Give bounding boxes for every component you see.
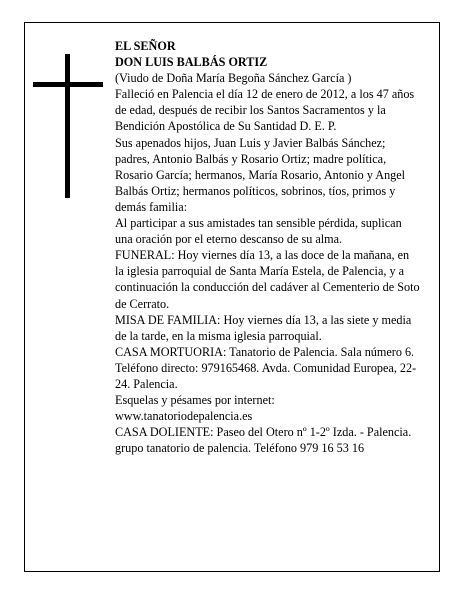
cross-icon-bar — [33, 82, 103, 87]
widow-note: (Viudo de Doña María Begoña Sánchez García ) — [115, 71, 352, 86]
funeral-info: FUNERAL: Hoy viernes día 13, a las doce de la mañana, en la iglesia parroquial de Santa María Estela, de Palencia, y a continuación la conducción del cadáver al Cementerio de Soto de Cerrato. — [115, 248, 420, 311]
header-title: EL SEÑOR — [115, 39, 176, 53]
deceased-name: DON LUIS BALBÁS ORTIZ — [115, 55, 268, 70]
website-link[interactable]: www.tanatoriodepalencia.es — [115, 409, 253, 424]
funeral-home-info: CASA MORTUORIA: Tanatorio de Palencia. Sala número 6. Teléfono directo: 979165468. Avda. Comunidad Europea, 22-24. Palencia. — [115, 344, 417, 391]
prayer-request: Al participar a sus amistades tan sensible pérdida, suplican una oración por el eterno descanso de su alma. — [115, 216, 402, 247]
family-mass-info: MISA DE FAMILIA: Hoy viernes día 13, a las siete y media de la tarde, en la misma iglesia parroquial. — [115, 312, 412, 343]
internet-condolences: Esquelas y pésames por internet: — [115, 393, 275, 408]
group-phone: grupo tanatorio de palencia. Teléfono 979 16 53 16 — [115, 441, 365, 456]
obituary-text — [115, 38, 420, 456]
family-home-info: CASA DOLIENTE: Paseo del Otero nº 1-2º Izda. - Palencia. — [115, 425, 412, 440]
family-list: Sus apenados hijos, Juan Luis y Javier Balbás Sánchez; padres, Antonio Balbás y Rosario Ortiz; madre política, Rosario García; hermanos, María Rosario, Antonio y Angel Balbás Ortiz; hermanos políticos, sobrinos, tíos, primos y demás familia: — [115, 135, 406, 214]
death-details: Falleció en Palencia el día 12 de enero de 2012, a los 47 años de edad, después de recibir los Santos Sacramentos y la Bendición Apostólica de Su Santidad D. E. P. — [115, 87, 415, 134]
cross-icon — [65, 54, 70, 198]
